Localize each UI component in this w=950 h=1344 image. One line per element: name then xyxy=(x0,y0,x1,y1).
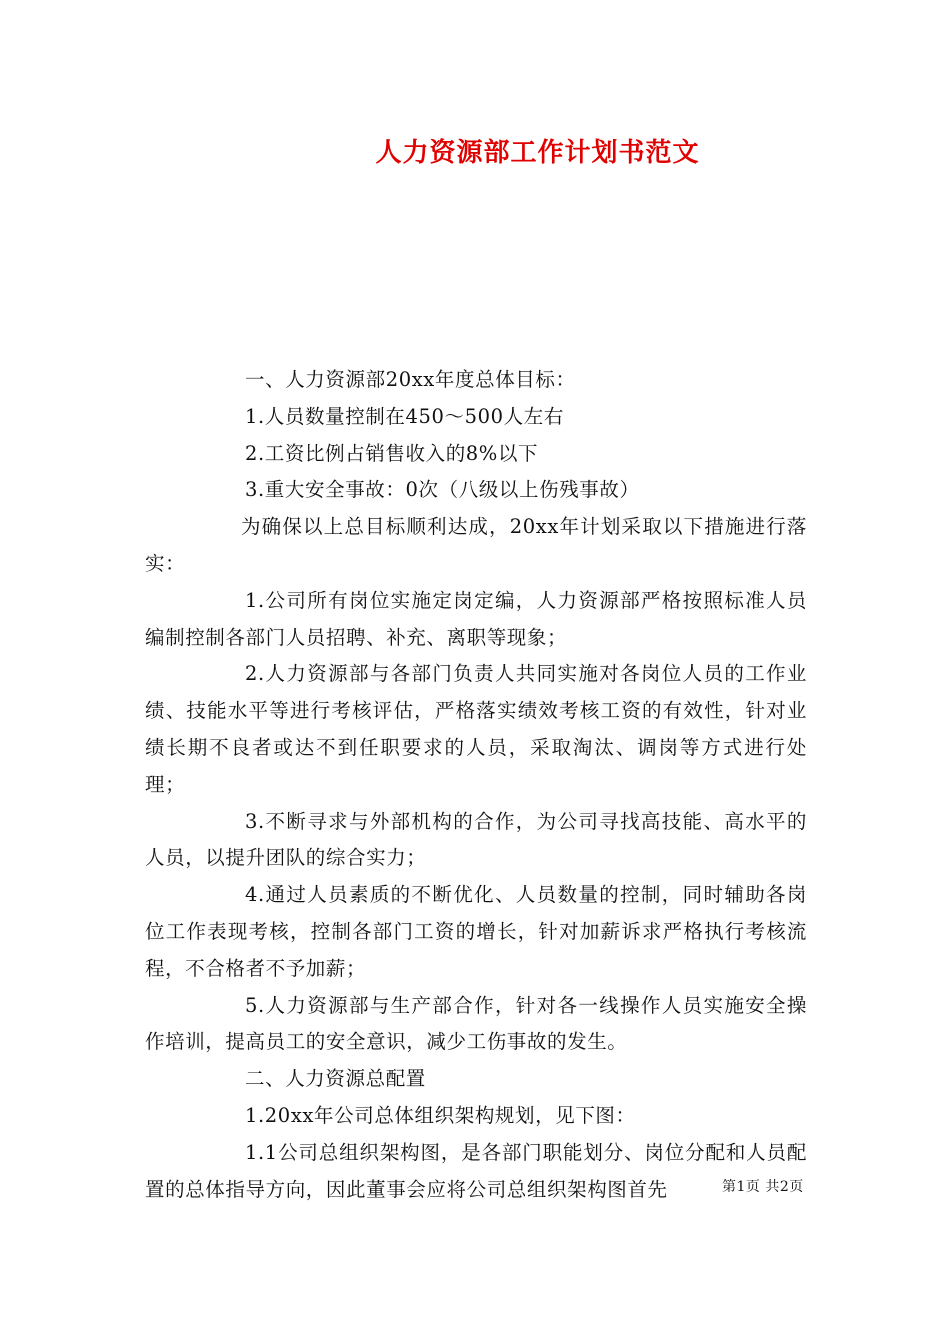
goal-item-2: 2.工资比例占销售收入的8%以下 xyxy=(245,441,539,465)
page-footer: 第1页 共2页 xyxy=(722,1179,804,1195)
document-title: 人力资源部工作计划书范文 xyxy=(375,138,700,168)
goal-item-3: 3.重大安全事故：0次（八级以上伤残事故） xyxy=(245,478,640,502)
measures-intro: 为确保以上总目标顺利达成，20xx年计划采取以下措施进行落实： xyxy=(145,515,807,575)
section-heading-goals: 一、人力资源部20xx年度总体目标： xyxy=(245,368,576,391)
allocation-item-1-1: 1.1公司总组织架构图，是各部门职能划分、岗位分配和人员配置的总体指导方向，因此董事会应将公司总组织架构图首先 xyxy=(145,1140,807,1201)
document-body xyxy=(145,362,807,1208)
measure-item-4: 4.通过人员素质的不断优化、人员数量的控制，同时辅助各岗位工作表现考核，控制各部门工资的增长，针对加薪诉求严格执行考核流程，不合格者不予加薪； xyxy=(145,883,807,980)
allocation-item-1: 1.20xx年公司总体组织架构规划，见下图： xyxy=(245,1103,636,1127)
section-heading-allocation: 二、人力资源总配置 xyxy=(245,1067,426,1091)
goal-item-1: 1.人员数量控制在450～500人左右 xyxy=(245,404,564,428)
measure-item-1: 1.公司所有岗位实施定岗定编，人力资源部严格按照标准人员编制控制各部门人员招聘、补充、离职等现象； xyxy=(145,588,807,649)
measure-item-2: 2.人力资源部与各部门负责人共同实施对各岗位人员的工作业绩、技能水平等进行考核评估，严格落实绩效考核工资的有效性，针对业绩长期不良者或达不到任职要求的人员，采取淘汰、调岗等方式进行处理； xyxy=(145,662,807,796)
measure-item-3: 3.不断寻求与外部机构的合作，为公司寻找高技能、高水平的人员，以提升团队的综合实力； xyxy=(145,809,807,870)
measure-item-5: 5.人力资源部与生产部合作，针对各一线操作人员实施安全操作培训，提高员工的安全意识，减少工伤事故的发生。 xyxy=(145,993,807,1054)
